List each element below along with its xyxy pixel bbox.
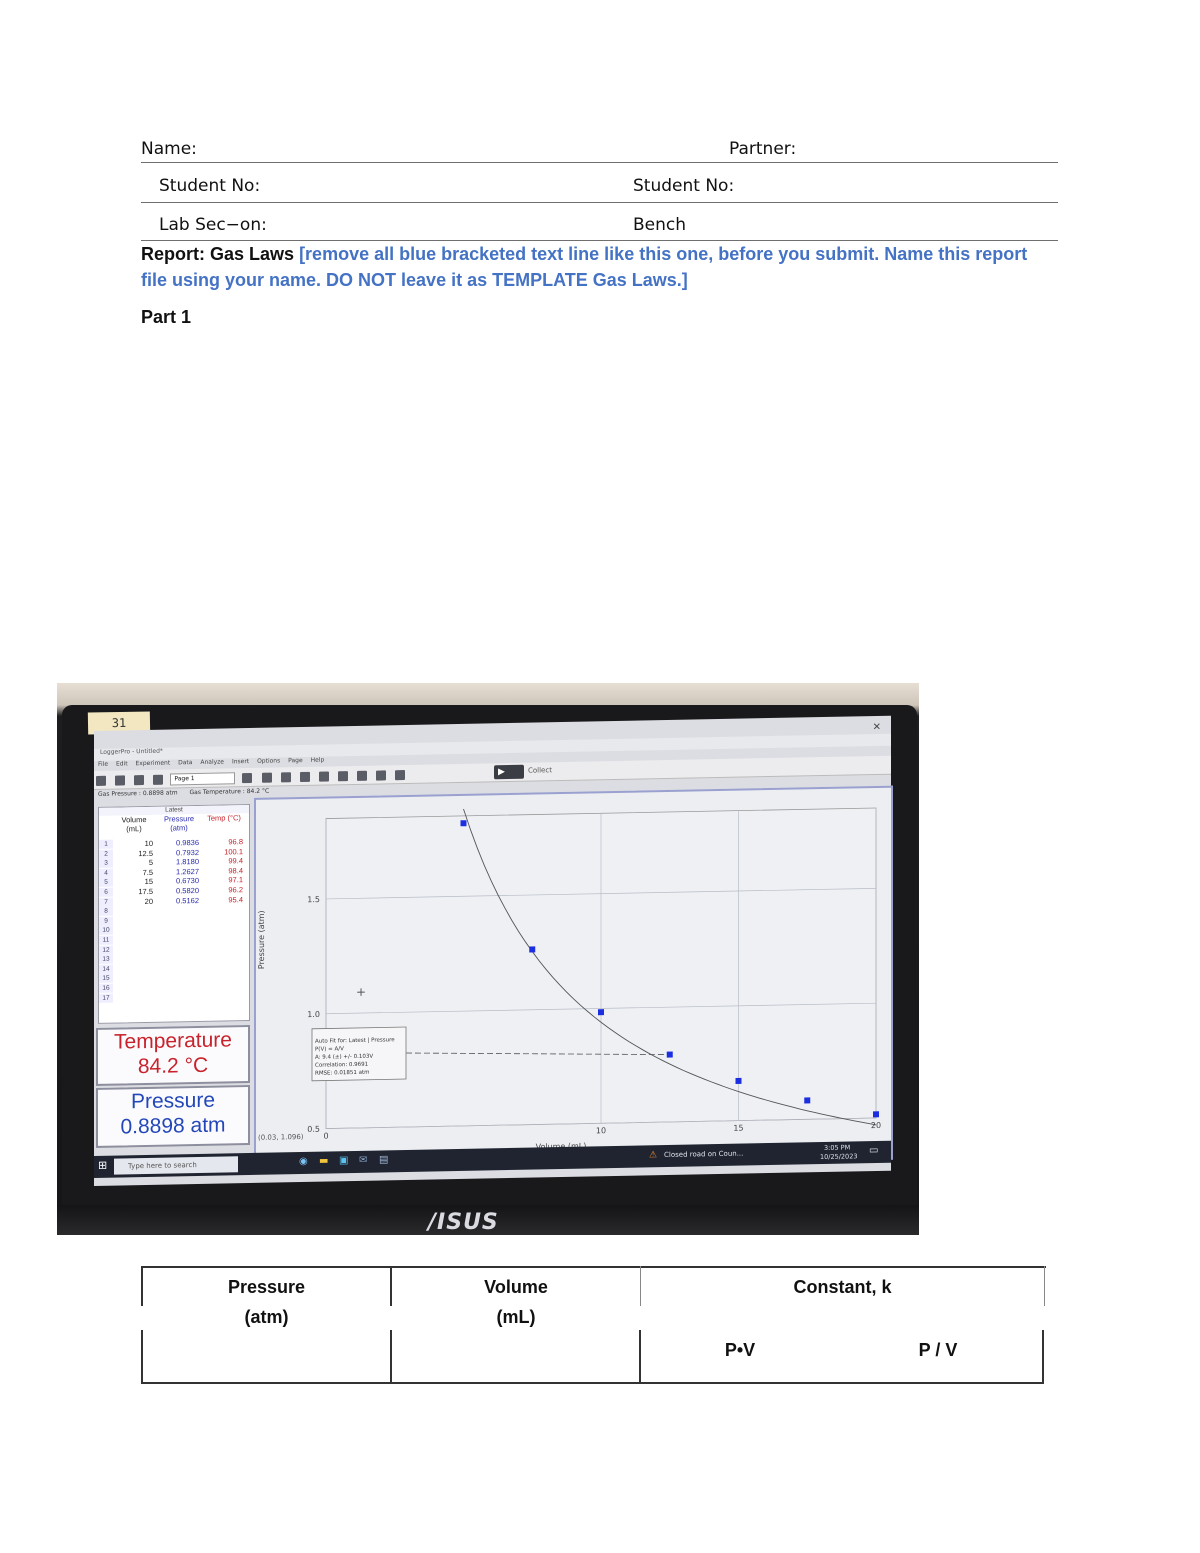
close-icon: ✕ — [872, 721, 881, 734]
fit-line: Correlation: 0.9691 — [315, 1061, 369, 1069]
row-number: 4 — [99, 868, 113, 877]
column-header: Volume (mL) — [121, 814, 147, 834]
table-border — [1044, 1266, 1045, 1306]
fit-line: P(V) = A/V — [315, 1046, 344, 1053]
report-heading — [141, 241, 1056, 293]
report-instruction: [remove all blue bracketed text line like this one, before you submit. Name this report file using your name. DO NOT leave it as TEMPLATE Gas Laws.] — [141, 244, 1028, 290]
menu-file[interactable]: File — [98, 760, 109, 768]
stats-icon[interactable] — [376, 770, 386, 780]
crosshair-icon: + — [356, 984, 367, 999]
taskbar-search[interactable]: Type here to search — [114, 1156, 238, 1174]
table-cell[interactable]: 7.5 — [142, 867, 153, 877]
collect-label: Collect — [528, 766, 552, 775]
open-file-icon[interactable] — [115, 775, 125, 785]
table-cell[interactable]: 5 — [148, 858, 153, 868]
loggerpro-screen — [94, 716, 891, 1186]
table-bottom-border — [141, 1382, 1044, 1384]
table-cell[interactable]: 0.7932 — [176, 847, 199, 858]
table-border — [1042, 1330, 1044, 1383]
file-explorer-icon[interactable]: ▬ — [319, 1155, 329, 1167]
row-number: 15 — [99, 974, 113, 983]
integral-icon[interactable] — [338, 771, 348, 781]
partner-student-no-label: Student No: — [633, 176, 735, 196]
row-number: 5 — [99, 878, 113, 887]
column-header: Temp (°C) — [207, 813, 241, 823]
row-number: 17 — [99, 993, 113, 1002]
row-number: 13 — [99, 955, 113, 964]
alert-icon: ⚠ — [649, 1150, 658, 1161]
x-tick-label: 0 — [323, 1131, 329, 1141]
table-cell[interactable]: 97.1 — [228, 875, 243, 885]
lab-section-label: Lab Sec−on: — [159, 215, 267, 235]
row-number: 2 — [99, 849, 113, 858]
pv-subheader: P•V — [724, 1340, 756, 1360]
new-file-icon[interactable] — [96, 776, 106, 786]
examine-icon[interactable] — [300, 772, 310, 782]
table-cell[interactable]: 96.8 — [228, 837, 243, 847]
row-number: 6 — [99, 888, 113, 897]
table-cell[interactable]: 95.4 — [228, 894, 243, 905]
x-tick-label: 10 — [595, 1126, 607, 1136]
constant-header: Constant, k — [793, 1277, 892, 1297]
row-number: 12 — [99, 945, 113, 954]
menu-insert[interactable]: Insert — [231, 758, 250, 766]
pressure-meter — [96, 1085, 250, 1148]
row-number: 9 — [99, 916, 113, 925]
menu-experiment[interactable]: Experiment — [135, 759, 171, 768]
curve-fit-icon[interactable] — [357, 771, 367, 781]
temperature-label: Temperature — [114, 1028, 232, 1054]
report-title: Report: Gas Laws — [141, 244, 295, 264]
table-cell[interactable]: 0.6730 — [176, 876, 199, 886]
table-cell[interactable]: 15 — [144, 877, 153, 887]
pressure-value: 0.8898 atm — [120, 1113, 226, 1139]
row-number: 8 — [99, 907, 113, 916]
tangent-icon[interactable] — [319, 771, 329, 781]
store-icon[interactable]: ▣ — [339, 1155, 349, 1167]
status-pressure: Gas Pressure : 0.8898 atm — [98, 789, 178, 798]
name-label: Name: — [141, 139, 197, 159]
table-cell[interactable]: 20 — [144, 896, 153, 906]
divider — [141, 202, 1058, 203]
mail-icon[interactable]: ✉ — [359, 1154, 368, 1166]
y-tick-label: 1.5 — [307, 895, 320, 905]
table-cell[interactable]: 96.2 — [228, 885, 243, 895]
table-cell[interactable]: 1.2627 — [176, 866, 199, 877]
zoom-out-icon[interactable] — [281, 772, 291, 782]
p-over-v-subheader: P / V — [918, 1340, 958, 1360]
windows-start-icon[interactable]: ⊞ — [98, 1158, 108, 1172]
divider — [141, 162, 1058, 163]
y-axis-label: Pressure (atm) — [257, 910, 266, 970]
data-point[interactable] — [804, 1097, 810, 1103]
clock-time: 3:05 PM — [824, 1143, 851, 1152]
row-number: 10 — [99, 926, 113, 935]
partner-label: Partner: — [729, 139, 797, 159]
pressure-label: Pressure — [130, 1088, 216, 1114]
table-border — [390, 1330, 392, 1383]
data-point[interactable] — [736, 1078, 742, 1084]
table-cell[interactable]: 0.5162 — [176, 895, 199, 906]
station-sticker: 31 — [88, 711, 150, 734]
row-number: 7 — [99, 897, 113, 906]
column-header: Pressure (atm) — [163, 814, 194, 833]
data-point[interactable] — [873, 1111, 879, 1117]
table-cell[interactable]: 0.5820 — [176, 885, 199, 896]
data-point[interactable] — [529, 946, 535, 952]
table-cell[interactable]: 99.4 — [228, 856, 243, 866]
table-cell[interactable]: 100.1 — [224, 846, 243, 857]
dataset-label: Latest — [99, 805, 249, 816]
temperature-value: 84.2 °C — [137, 1053, 209, 1079]
pressure-unit: (atm) — [244, 1307, 289, 1327]
pressure-header: Pressure — [227, 1277, 306, 1297]
collect-button[interactable] — [494, 765, 552, 780]
table-border — [639, 1330, 641, 1383]
notification-center-icon[interactable]: ▭ — [869, 1144, 879, 1157]
temperature-meter — [96, 1025, 250, 1086]
row-number: 16 — [99, 984, 113, 993]
status-temperature: Gas Temperature : 84.2 °C — [189, 787, 270, 797]
data-point[interactable] — [667, 1052, 673, 1058]
menu-analyze[interactable]: Analyze — [200, 758, 225, 766]
table-cell[interactable]: 12.5 — [138, 848, 153, 858]
brand-logo: /ISUS — [428, 1210, 499, 1235]
page-selector[interactable]: Page 1 — [170, 772, 235, 785]
coordinate-readout: (0.03, 1.096) — [258, 1132, 304, 1142]
table-border — [141, 1330, 143, 1383]
menu-help[interactable]: Help — [310, 756, 325, 764]
volume-unit: (mL) — [496, 1307, 536, 1327]
print-icon[interactable] — [153, 775, 163, 785]
clock-date: 10/25/2023 — [820, 1152, 858, 1162]
part-heading: Part 1 — [141, 307, 192, 327]
data-point[interactable] — [461, 820, 467, 826]
bench-label: Bench — [633, 215, 687, 235]
table-cell[interactable]: 1.8180 — [176, 857, 199, 867]
x-tick-label: 15 — [733, 1123, 744, 1133]
menu-options[interactable]: Options — [257, 757, 281, 765]
row-number: 11 — [99, 936, 113, 945]
table-cell[interactable]: 17.5 — [138, 886, 153, 897]
zoom-in-icon[interactable] — [262, 773, 272, 783]
loggerpro-taskbar-icon[interactable]: ▤ — [379, 1154, 389, 1166]
menu-page[interactable]: Page — [288, 756, 303, 765]
y-tick-label: 1.0 — [307, 1009, 320, 1020]
x-tick-label: 20 — [870, 1120, 882, 1131]
menu-data[interactable]: Data — [178, 759, 193, 767]
row-number: 3 — [99, 859, 113, 868]
save-icon[interactable] — [134, 775, 144, 785]
window-title: LoggerPro - Untitled* — [100, 747, 163, 756]
timer-icon[interactable] — [395, 770, 405, 780]
row-number: 14 — [99, 964, 113, 973]
edge-icon[interactable]: ◉ — [299, 1155, 308, 1168]
fit-line: Auto Fit for: Latest | Pressure — [315, 1037, 395, 1045]
table-cell[interactable]: 10 — [144, 838, 153, 849]
data-table — [98, 804, 250, 1024]
table-cell[interactable]: 0.9836 — [176, 837, 199, 848]
menu-edit[interactable]: Edit — [115, 760, 128, 768]
pressure-volume-chart[interactable] — [256, 788, 891, 1170]
volume-header: Volume — [484, 1277, 548, 1297]
notification-text[interactable]: Closed road on Coun... — [664, 1149, 744, 1160]
fit-line: RMSE: 0.01851 atm — [315, 1069, 370, 1077]
graph-panel — [254, 786, 893, 1172]
fit-line: A: 9.4 (±) +/- 0.103V — [315, 1053, 374, 1061]
table-top-border — [141, 1266, 1046, 1268]
curve-fit-box[interactable] — [312, 1027, 406, 1081]
student-no-label: Student No: — [159, 176, 261, 196]
data-point[interactable] — [598, 1009, 604, 1015]
y-tick-label: 0.5 — [307, 1124, 320, 1134]
row-number: 1 — [99, 840, 113, 849]
play-icon: ▶ — [498, 767, 505, 778]
autoscale-icon[interactable] — [242, 773, 252, 783]
table-cell[interactable]: 98.4 — [228, 865, 243, 876]
